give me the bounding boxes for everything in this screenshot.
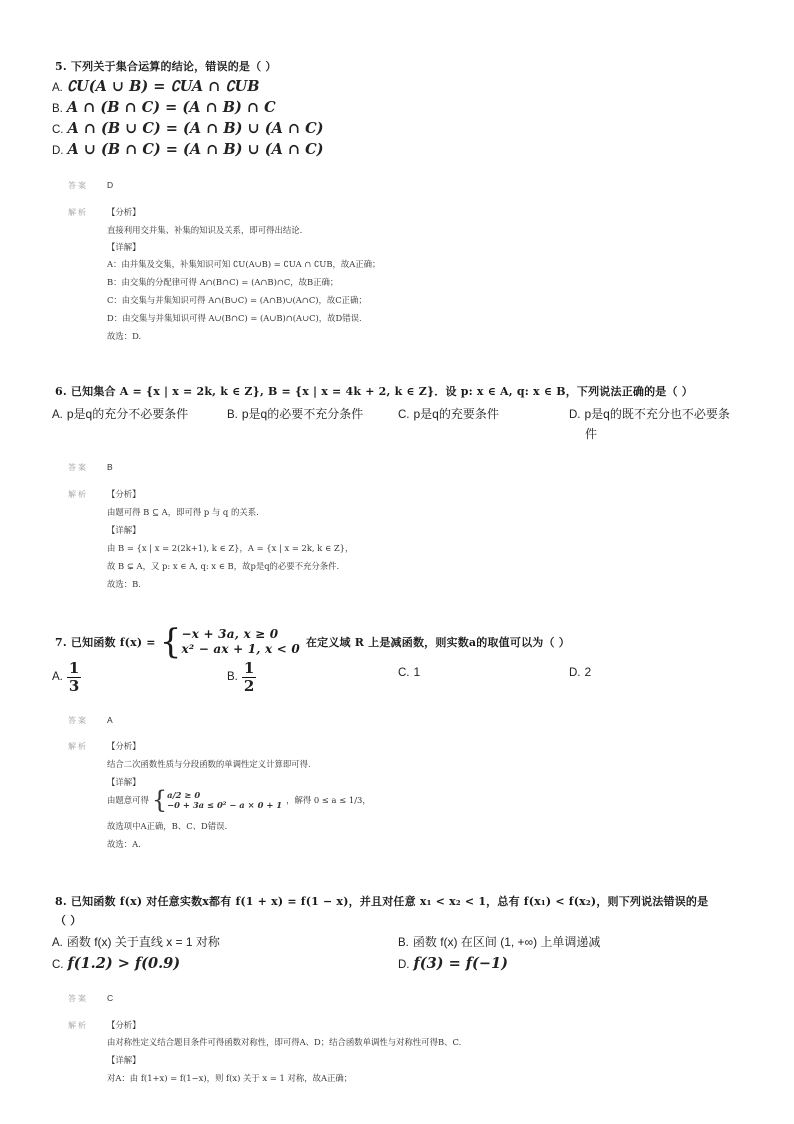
q6-analysis-2: 【详解】 xyxy=(107,525,141,535)
q8-analysis-1: 由对称性定义结合题目条件可得函数对称性，即可得A、D；结合函数单调性与对称性可得B、C. xyxy=(107,1037,462,1047)
q6-option-d-label: D. xyxy=(569,409,581,421)
q6-answer: B xyxy=(107,462,113,472)
q8-option-c[interactable] xyxy=(52,955,180,972)
q7-option-a-label: A. xyxy=(52,671,63,683)
q8-option-c-label: C. xyxy=(52,959,64,971)
q8-option-b-text: 函数 f(x) 在区间 (1, +∞) 上单调递减 xyxy=(412,935,601,949)
q5-analysis-5: C：由交集与并集知识可得 A∩(B∪C) = (A∩B)∪(A∩C)，故C正确； xyxy=(107,295,367,305)
q6-answer-label: 答案 xyxy=(68,463,88,472)
q7-option-b-fraction xyxy=(242,660,256,694)
q6-option-a[interactable] xyxy=(52,405,188,422)
q7-option-d-text: 2 xyxy=(584,665,592,679)
q7-option-a-denominator: 3 xyxy=(68,676,80,695)
q8-analysis-2: 【详解】 xyxy=(107,1055,141,1065)
q7-detail-case-2: −0 + 3a ≤ 0² − a × 0 + 1 xyxy=(167,800,283,810)
q7-option-d[interactable] xyxy=(569,665,591,679)
q5-option-a-label: A. xyxy=(52,82,63,94)
q6-option-b-text: p是q的必要不充分条件 xyxy=(241,407,364,421)
q7-option-c-label: C. xyxy=(398,667,410,679)
q6-option-c-label: C. xyxy=(398,409,410,421)
q8-option-b[interactable] xyxy=(398,933,600,950)
q7-detail-system xyxy=(152,788,282,812)
q5-stem: 5. 下列关于集合运算的结论，错误的是（ ） xyxy=(55,60,277,73)
q5-option-d-label: D. xyxy=(52,145,64,157)
q7-case-1: −x + 3a, x ≥ 0 xyxy=(181,627,279,641)
q5-option-b[interactable] xyxy=(52,99,276,116)
q5-option-d-expr: A ∪ (B ∩ C) = (A ∩ B) ∪ (A ∩ C) xyxy=(67,141,324,158)
q7-option-b-label: B. xyxy=(227,671,238,683)
q7-option-d-label: D. xyxy=(569,667,581,679)
q7-stem-pre: 7. 已知函数 f(x) = xyxy=(55,636,156,649)
q6-option-a-label: A. xyxy=(52,409,63,421)
q5-option-c-expr: A ∩ (B ∪ C) = (A ∩ B) ∪ (A ∩ C) xyxy=(67,120,324,137)
q7-analysis-1: 结合二次函数性质与分段函数的单调性定义计算即可得. xyxy=(107,759,311,769)
q7-detail-case-1: a/2 ≥ 0 xyxy=(167,789,201,800)
q6-analysis-label: 解析 xyxy=(68,490,88,499)
q5-option-a[interactable] xyxy=(52,78,260,95)
q5-analysis-4: B：由交集的分配律可得 A∩(B∩C) = (A∩B)∩C，故B正确； xyxy=(107,277,339,287)
q7-option-b-numerator: 1 xyxy=(243,659,255,677)
q7-stem xyxy=(55,622,570,662)
q8-option-b-label: B. xyxy=(398,937,409,949)
q7-detail-pre: 由题意可得 xyxy=(107,795,149,805)
q6-option-b[interactable] xyxy=(227,405,363,422)
q7-analysis-2: 【详解】 xyxy=(107,777,141,787)
q5-option-a-expr: ∁U(A ∪ B) = ∁UA ∩ ∁UB xyxy=(66,78,260,95)
q7-detail-cases xyxy=(167,790,282,811)
q6-option-b-label: B. xyxy=(227,409,238,421)
q8-stem-cont: （ ） xyxy=(55,914,82,927)
q5-analysis-2: 【详解】 xyxy=(107,242,141,252)
q7-brace: { xyxy=(159,622,182,662)
q5-answer-label: 答案 xyxy=(68,181,88,190)
q7-case-2: x² − ax + 1, x < 0 xyxy=(181,642,300,656)
q8-answer-label: 答案 xyxy=(68,994,88,1003)
q6-analysis-1: 由题可得 B ⊆ A，即可得 p 与 q 的关系. xyxy=(107,507,259,517)
q5-option-b-label: B. xyxy=(52,103,63,115)
q5-analysis-3: A：由并集及交集，补集知识可知 ∁U(A∪B) = ∁UA ∩ ∁UB，故A正确； xyxy=(107,259,381,269)
q7-detail-post: ，解得 0 ≤ a ≤ 1/3， xyxy=(286,795,371,805)
q7-option-a[interactable] xyxy=(52,660,81,694)
q6-stem: 6. 已知集合 A = {x | x = 2k, k ∈ Z}, B = {x | x = 4k + 2, k ∈ Z}．设 p: x ∈ A, q: x ∈ B，下列说法正确的是（ ） xyxy=(55,385,693,398)
q8-option-d-text: f(3) = f(−1) xyxy=(413,955,508,972)
q8-option-a-text: 函数 f(x) 关于直线 x = 1 对称 xyxy=(66,935,220,949)
q7-analysis-end-0: 故选项中A正确，B、C、D错误. xyxy=(107,821,228,831)
q7-option-a-fraction xyxy=(67,660,81,694)
q8-option-c-text: f(1.2) > f(0.9) xyxy=(67,955,181,972)
q7-option-b-denominator: 2 xyxy=(243,676,255,695)
q8-option-d-label: D. xyxy=(398,959,410,971)
q6-option-c[interactable] xyxy=(398,405,499,422)
q8-stem: 8. 已知函数 f(x) 对任意实数x都有 f(1 + x) = f(1 − x)，并且对任意 x₁ < x₂ < 1，总有 f(x₁) < f(x₂)，则下列说法错误的是 xyxy=(55,895,709,908)
q7-stem-post: 在定义域 R 上是减函数，则实数a的取值可以为（ ） xyxy=(305,636,570,649)
q7-option-c[interactable] xyxy=(398,665,420,679)
q5-option-d[interactable] xyxy=(52,141,323,158)
q6-analysis-5: 故选：B. xyxy=(107,579,141,589)
q8-option-a-label: A. xyxy=(52,937,63,949)
q5-answer: D xyxy=(107,180,114,190)
q5-option-b-expr: A ∩ (B ∩ C) = (A ∩ B) ∩ C xyxy=(66,99,276,116)
q8-analysis-0: 【分析】 xyxy=(107,1020,141,1030)
q8-answer: C xyxy=(107,993,114,1003)
q5-analysis-0: 【分析】 xyxy=(107,207,141,217)
q5-analysis-7: 故选：D. xyxy=(107,331,142,341)
q7-answer-label: 答案 xyxy=(68,716,88,725)
q8-option-d[interactable] xyxy=(398,955,508,972)
q7-analysis-label: 解析 xyxy=(68,742,88,751)
q8-analysis-label: 解析 xyxy=(68,1021,88,1030)
q6-option-d[interactable] xyxy=(569,405,730,422)
q6-option-c-text: p是q的充要条件 xyxy=(413,407,499,421)
q5-analysis-label: 解析 xyxy=(68,208,88,217)
q7-analysis-detail xyxy=(107,788,371,812)
q5-analysis-1: 直接利用交并集、补集的知识及关系，即可得出结论. xyxy=(107,225,303,235)
q6-option-d-text-cont: 件 xyxy=(585,427,598,441)
q7-piecewise xyxy=(159,622,300,662)
q7-detail-brace: { xyxy=(151,786,168,814)
q7-option-b[interactable] xyxy=(227,660,256,694)
q7-answer: A xyxy=(107,715,113,725)
q5-option-c[interactable] xyxy=(52,120,323,137)
q6-option-a-text: p是q的充分不必要条件 xyxy=(66,407,189,421)
q7-cases xyxy=(182,627,300,657)
q7-analysis-end-1: 故选：A. xyxy=(107,839,141,849)
q7-option-a-numerator: 1 xyxy=(68,659,80,677)
q6-analysis-0: 【分析】 xyxy=(107,489,141,499)
q6-analysis-3: 由 B = {x | x = 2(2k+1), k ∈ Z}，A = {x | x = 2k, k ∈ Z}， xyxy=(107,543,354,553)
q7-analysis-0: 【分析】 xyxy=(107,741,141,751)
q5-analysis-6: D：由交集与并集知识可得 A∪(B∩C) = (A∪B)∩(A∪C)，故D错误. xyxy=(107,313,362,323)
q7-option-c-text: 1 xyxy=(413,665,421,679)
q6-analysis-4: 故 B ⊊ A，又 p: x ∈ A, q: x ∈ B，故p是q的必要不充分条件. xyxy=(107,561,340,571)
q8-analysis-3: 对A：由 f(1+x) = f(1−x)，则 f(x) 关于 x = 1 对称，故A正确； xyxy=(107,1073,353,1083)
q5-option-c-label: C. xyxy=(52,124,64,136)
q8-option-a[interactable] xyxy=(52,933,220,950)
q6-option-d-text: p是q的既不充分也不必要条 xyxy=(584,407,730,421)
